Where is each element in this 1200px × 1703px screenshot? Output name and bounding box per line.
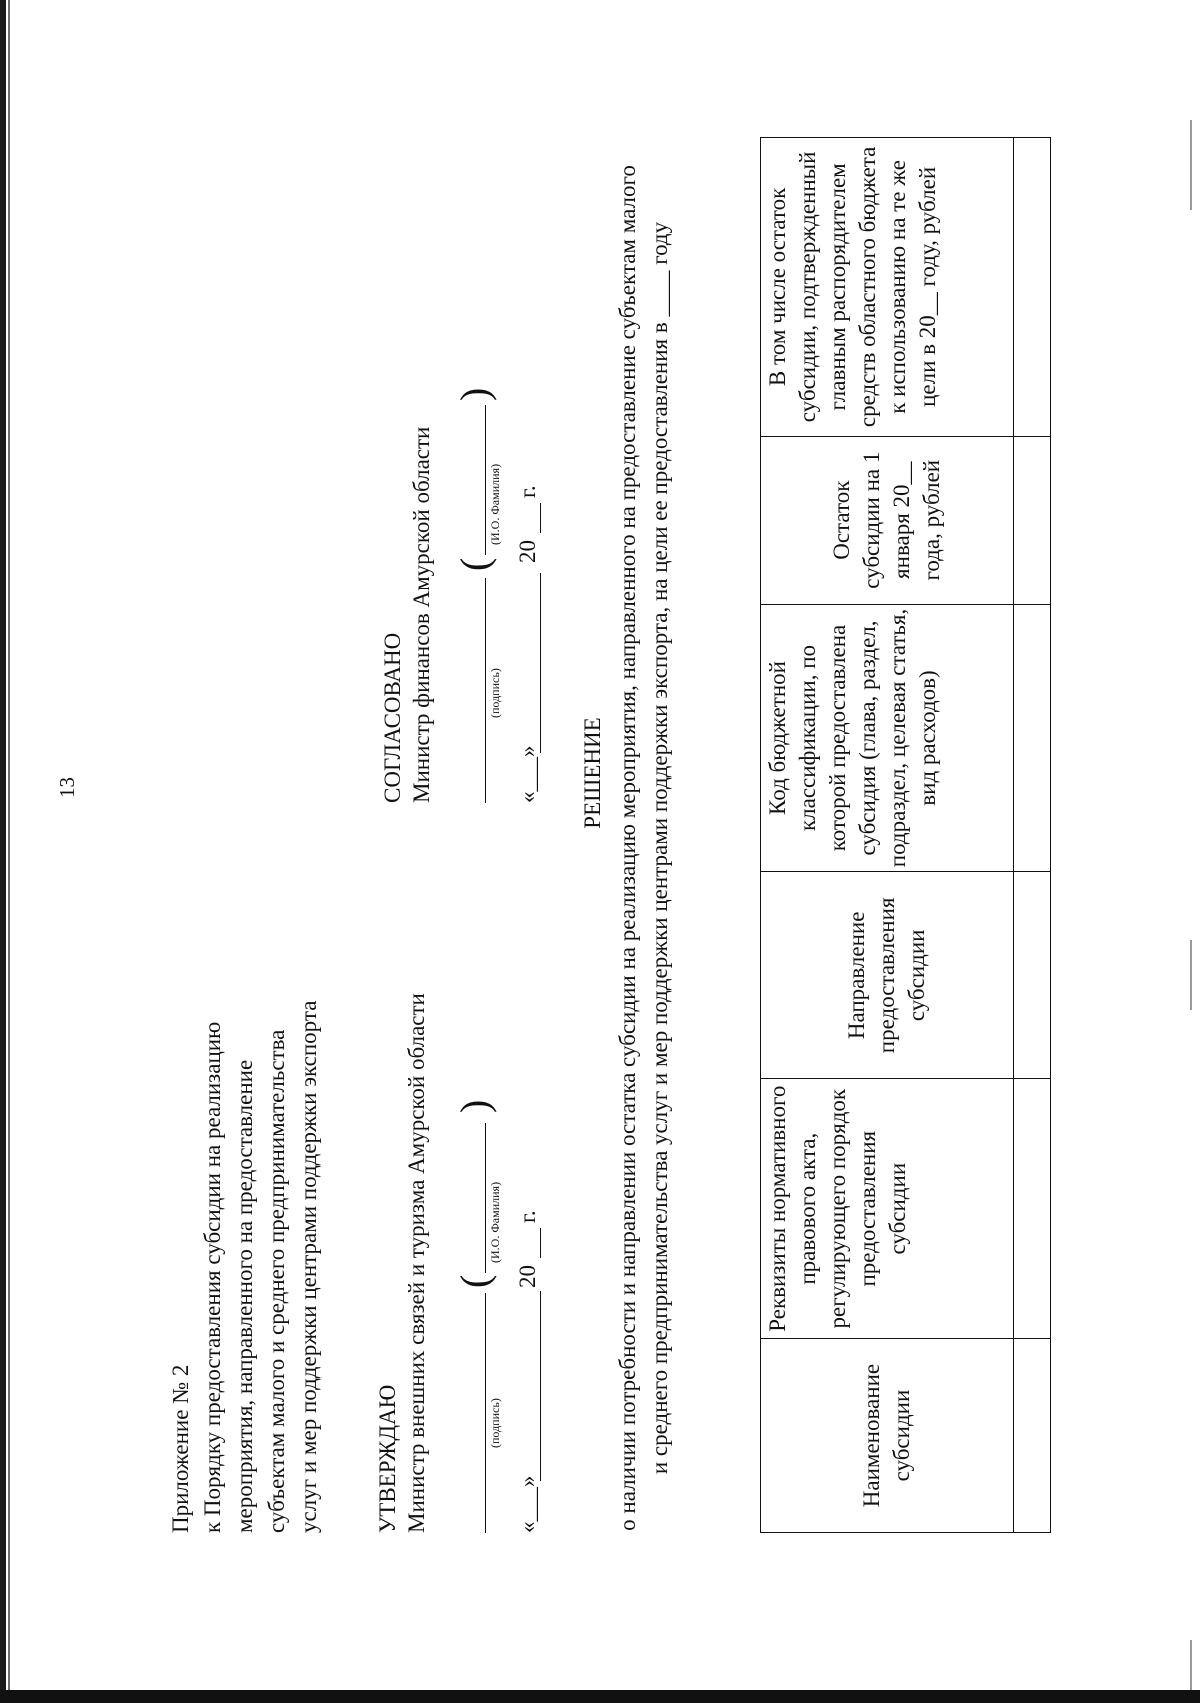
agreed-date-line (540, 573, 541, 753)
approved-name-line (485, 1123, 486, 1273)
col-legal-act: Реквизиты нормативного правового акта, регулирующего порядок предоставления субсидии (761, 1079, 1014, 1339)
appendix-text: к Порядку предоставления субсидии на реализацию мероприятия, направленного на предоставление субъектам малого и среднего предпринимательства услуг и мер поддержки центрами поддержки экспорта (200, 1000, 321, 1533)
approved-date-line (540, 1291, 541, 1481)
col-subsidy-name: Наименование субсидии (761, 1339, 1014, 1533)
table-row (1014, 138, 1051, 1533)
approved-year-suffix: г. (515, 1210, 540, 1223)
approved-signature-caption: (подпись) (488, 1398, 502, 1448)
page-number: 13 (55, 777, 79, 798)
approved-date-open: «___» (515, 1475, 540, 1533)
agreed-year-prefix: 20 (515, 540, 540, 563)
agreed-name-caption: (И.О. Фамилия) (488, 463, 502, 545)
agreed-close-paren: ) (452, 387, 497, 401)
approved-name-caption: (И.О. Фамилия) (488, 1181, 502, 1263)
approved-close-paren: ) (452, 1099, 497, 1113)
approved-block (375, 973, 432, 1533)
agreed-heading: СОГЛАСОВАНО (380, 632, 405, 803)
decision-title: РЕШЕНИЕ (580, 717, 605, 829)
agreed-signature-caption: (подпись) (488, 668, 502, 718)
agreed-date-open: «___» (515, 745, 540, 803)
col-budget-code: Код бюджетной классификации, по которой предоставлена субсидия (глава, раздел, подраздел, целевая статья, вид расходов) (761, 604, 1014, 872)
approved-signature-line (485, 1293, 486, 1533)
approved-year-line (540, 1228, 541, 1258)
agreed-year-line (540, 503, 541, 533)
col-remainder: Остаток субсидии на 1 января 20__ года, рублей (761, 436, 1014, 604)
agreed-year-suffix: г. (515, 485, 540, 498)
appendix-title: Приложение № 2 (168, 1364, 193, 1533)
col-confirmed-remainder: В том числе остаток субсидии, подтвержденный главным распорядителем средств областного бюджета к использованию на те же цели в 20__ году, рублей (761, 138, 1014, 437)
approved-position: Министр внешних связей и туризма Амурской области (404, 993, 429, 1533)
agreed-name-line (485, 405, 486, 555)
appendix-header (165, 973, 325, 1533)
agreed-position: Министр финансов Амурской области (409, 426, 434, 803)
col-direction: Направление предоставления субсидии (761, 872, 1014, 1079)
table-header-row (761, 138, 1014, 1533)
approved-open-paren: ( (452, 1274, 497, 1288)
subsidy-table (760, 137, 1051, 1533)
agreed-block (380, 243, 437, 803)
agreed-open-paren: ( (452, 557, 497, 571)
approved-year-prefix: 20 (515, 1265, 540, 1288)
agreed-signature-line (485, 578, 486, 803)
approved-heading: УТВЕРЖДАЮ (375, 1384, 400, 1533)
decision-text: о наличии потребности и направлении остатка субсидии на реализацию мероприятия, направленного на предоставление субъектам малого и среднего предпринимательства услуг и мер поддержки центрами поддержки экспорта, на цели ее предоставления в ____ году (615, 165, 672, 1531)
